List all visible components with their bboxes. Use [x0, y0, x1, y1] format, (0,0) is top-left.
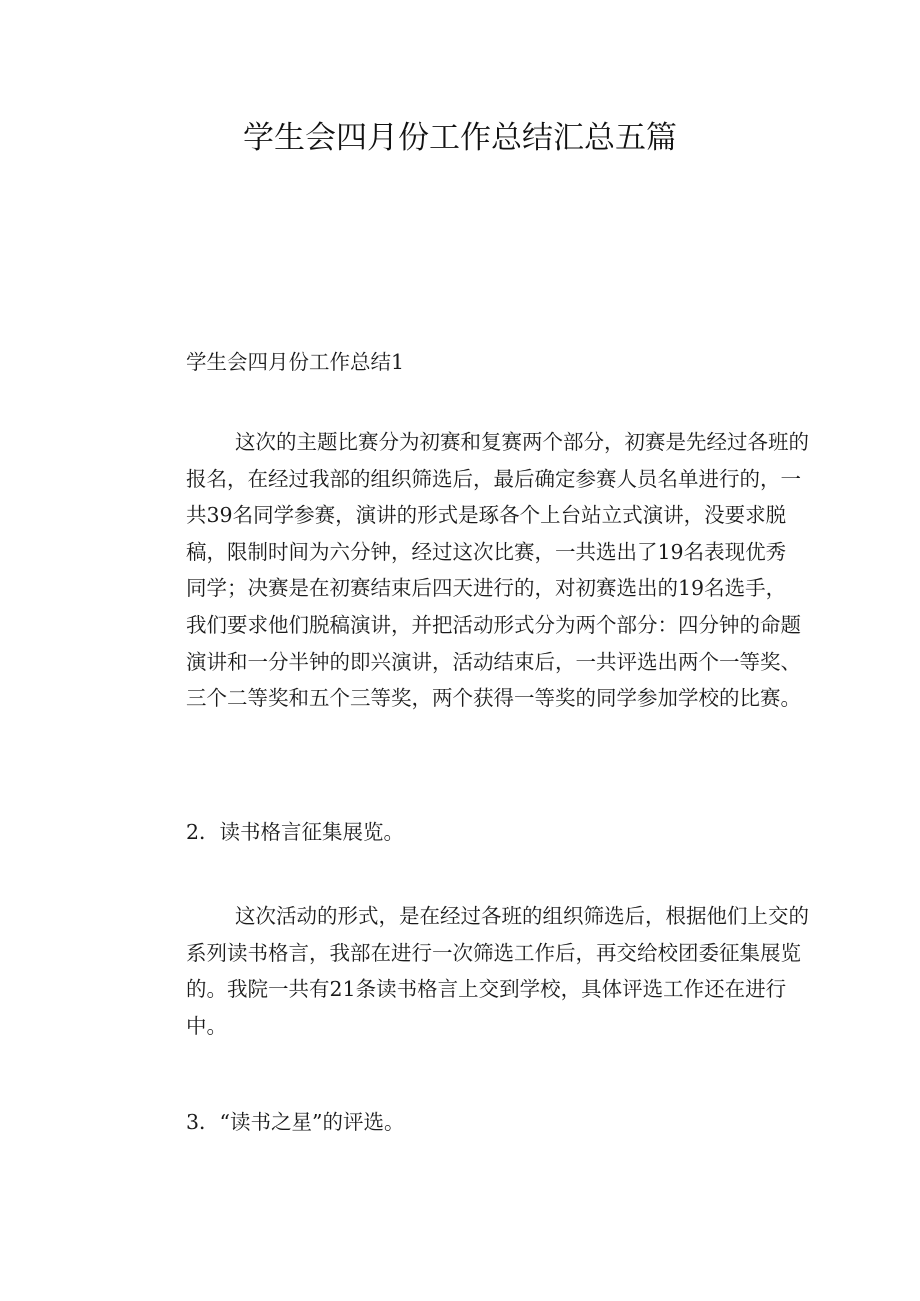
paragraph-2-line: 的。我院一共有21条读书格言上交到学校，具体评选工作还在进行 [186, 977, 787, 1002]
paragraph-2-line: 中。 [186, 1013, 227, 1038]
paragraph-1-line: 共39名同学参赛，演讲的形式是琢各个上台站立式演讲，没要求脱 [186, 503, 787, 528]
paragraph-2-line: 这次活动的形式，是在经过各班的组织筛选后，根据他们上交的 [235, 904, 809, 928]
paragraph-1-line: 这次的主题比赛分为初赛和复赛两个部分，初赛是先经过各班的 [235, 430, 809, 454]
paragraph-2-line: 系列读书格言，我部在进行一次筛选工作后，再交给校团委征集展览 [186, 940, 801, 965]
item-2-heading: 2．读书格言征集展览。 [186, 820, 405, 844]
paragraph-1-line: 稿，限制时间为六分钟，经过这次比赛，一共选出了19名表现优秀 [186, 539, 787, 564]
paragraph-1 [137, 424, 809, 717]
paragraph-1-line: 我们要求他们脱稿演讲，并把活动形式分为两个部分：四分钟的命题 [186, 612, 801, 637]
paragraph-1-line: 三个二等奖和五个三等奖，两个获得一等奖的同学参加学校的比赛。 [186, 686, 801, 711]
item-3-heading: 3．“读书之星”的评选。 [186, 1110, 405, 1134]
document-title: 学生会四月份工作总结汇总五篇 [243, 120, 677, 156]
paragraph-1-line: 同学；决赛是在初赛结束后四天进行的，对初赛选出的19名选手， [186, 576, 787, 601]
paragraph-1-line: 演讲和一分半钟的即兴演讲，活动结束后，一共评选出两个一等奖、 [186, 649, 801, 674]
paragraph-1-line: 报名，在经过我部的组织筛选后，最后确定参赛人员名单进行的，一 [186, 466, 801, 491]
section-heading: 学生会四月份工作总结1 [186, 350, 405, 374]
paragraph-2 [137, 898, 809, 1044]
